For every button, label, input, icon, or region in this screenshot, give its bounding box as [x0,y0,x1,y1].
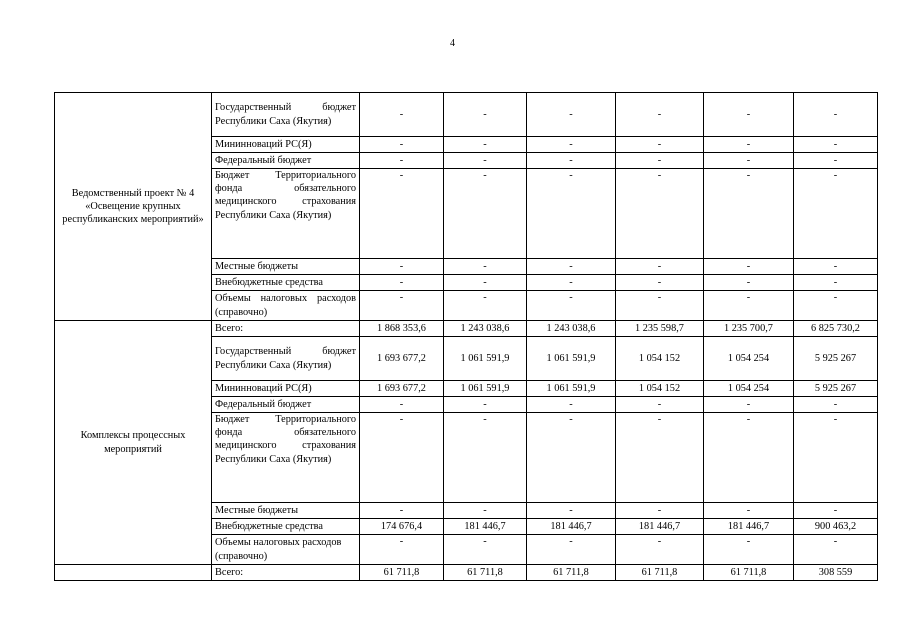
cell-value: - [794,503,878,519]
cell-value: 181 446,7 [444,519,527,535]
cell-value: - [444,397,527,413]
cell-value: 1 061 591,9 [527,381,616,397]
cell-value: - [794,93,878,137]
cell-value: - [704,153,794,169]
row-label: Бюджет Территориального фонда обязательного медицинского страхования Республики Саха (Якутия) [212,169,360,259]
cell-value: 181 446,7 [616,519,704,535]
cell-value: - [360,291,444,321]
cell-value: - [360,93,444,137]
row-label: Мининноваций РС(Я) [212,381,360,397]
cell-value: 174 676,4 [360,519,444,535]
row-label: Внебюджетные средства [212,519,360,535]
cell-value: - [360,169,444,259]
cell-value: - [527,275,616,291]
cell-value: - [360,503,444,519]
cell-value: - [616,137,704,153]
page-number: 4 [450,38,455,49]
cell-value: - [527,413,616,503]
row-label: Местные бюджеты [212,503,360,519]
cell-value: - [794,169,878,259]
table-row [55,93,878,137]
cell-value: 61 711,8 [527,565,616,581]
cell-value: - [527,291,616,321]
cell-value: 61 711,8 [360,565,444,581]
cell-value: 1 868 353,6 [360,321,444,337]
cell-value: 1 243 038,6 [444,321,527,337]
cell-value: - [360,413,444,503]
cell-value: - [444,275,527,291]
table-row [55,321,878,337]
cell-value: 1 061 591,9 [527,337,616,381]
cell-value: - [616,259,704,275]
row-label: Объемы налоговых расходов (справочно) [212,535,360,565]
cell-value: - [704,259,794,275]
row-label: Федеральный бюджет [212,153,360,169]
cell-value: - [616,397,704,413]
cell-value: - [360,259,444,275]
cell-value: - [794,153,878,169]
cell-value: - [794,535,878,565]
row-label: Федеральный бюджет [212,397,360,413]
cell-value: - [360,397,444,413]
cell-value: - [527,259,616,275]
row-label: Местные бюджеты [212,259,360,275]
cell-value: - [444,153,527,169]
cell-value: - [794,413,878,503]
cell-value: - [444,169,527,259]
row-label: Объемы налоговых расходов (справочно) [212,291,360,321]
cell-value: - [444,93,527,137]
cell-value: - [527,169,616,259]
cell-value: - [444,535,527,565]
cell-value: 1 061 591,9 [444,337,527,381]
cell-value: - [444,413,527,503]
cell-value: 1 243 038,6 [527,321,616,337]
cell-value: - [704,397,794,413]
cell-value: - [794,275,878,291]
cell-value: - [794,259,878,275]
group-label: Комплексы процессных мероприятий [55,321,212,565]
cell-value: - [616,153,704,169]
row-label: Бюджет Территориального фонда обязательного медицинского страхования Республики Саха (Якутия) [212,413,360,503]
row-label: Внебюджетные средства [212,275,360,291]
cell-value: - [704,291,794,321]
cell-value: - [616,413,704,503]
row-label: Государственный бюджет Республики Саха (Якутия) [212,337,360,381]
group-label: Ведомственный проект № 4 «Освещение крупных республиканских мероприятий» [55,93,212,321]
cell-value: 1 054 254 [704,381,794,397]
cell-value: - [527,137,616,153]
cell-value: - [527,153,616,169]
cell-value: - [444,503,527,519]
cell-value: - [704,137,794,153]
cell-value: - [704,93,794,137]
cell-value: - [704,169,794,259]
cell-value: - [360,153,444,169]
cell-value: - [616,169,704,259]
cell-value: 900 463,2 [794,519,878,535]
cell-value: - [704,535,794,565]
cell-value: 181 446,7 [527,519,616,535]
cell-value: 1 235 700,7 [704,321,794,337]
cell-value: - [616,503,704,519]
cell-value: 1 054 152 [616,337,704,381]
row-label: Всего: [212,321,360,337]
cell-value: - [704,503,794,519]
cell-value: - [794,137,878,153]
cell-value: - [616,275,704,291]
cell-value: 1 235 598,7 [616,321,704,337]
cell-value: 181 446,7 [704,519,794,535]
cell-value: 61 711,8 [616,565,704,581]
cell-value: - [616,93,704,137]
cell-value: 1 054 254 [704,337,794,381]
cell-value: 308 559 [794,565,878,581]
cell-value: 1 693 677,2 [360,337,444,381]
cell-value: - [794,291,878,321]
cell-value: - [527,503,616,519]
cell-value: 6 825 730,2 [794,321,878,337]
cell-value: - [360,535,444,565]
row-label: Мининноваций РС(Я) [212,137,360,153]
cell-value: - [360,275,444,291]
cell-value: - [794,397,878,413]
cell-value: - [704,413,794,503]
budget-table [54,92,878,581]
cell-value: 61 711,8 [704,565,794,581]
cell-value: - [444,259,527,275]
cell-value: 1 054 152 [616,381,704,397]
cell-value: - [527,535,616,565]
cell-value: - [616,291,704,321]
cell-value: - [444,291,527,321]
cell-value: - [704,275,794,291]
cell-value: - [616,535,704,565]
cell-value: - [527,93,616,137]
cell-value: 5 925 267 [794,381,878,397]
cell-value: - [444,137,527,153]
cell-value: 61 711,8 [444,565,527,581]
row-label: Всего: [212,565,360,581]
table-row [55,565,878,581]
group-label [55,565,212,581]
cell-value: 1 693 677,2 [360,381,444,397]
row-label: Государственный бюджет Республики Саха (Якутия) [212,93,360,137]
cell-value: 1 061 591,9 [444,381,527,397]
cell-value: - [360,137,444,153]
cell-value: 5 925 267 [794,337,878,381]
cell-value: - [527,397,616,413]
